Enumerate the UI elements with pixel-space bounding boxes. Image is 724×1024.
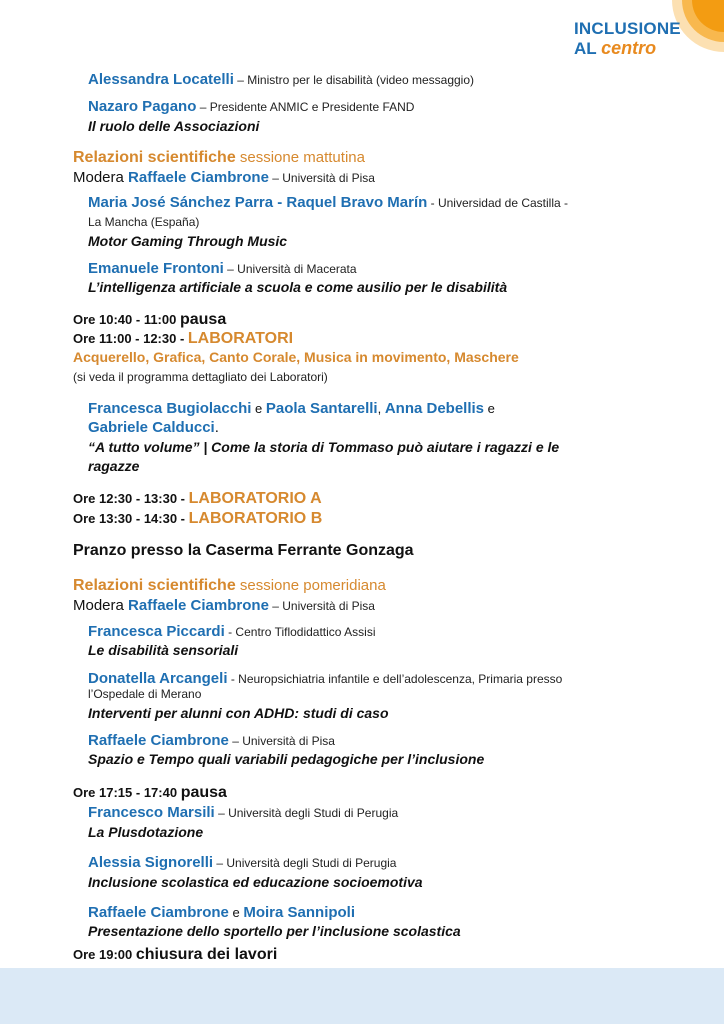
talk-title: Inclusione scolastica ed educazione socioemotiva [88, 874, 423, 890]
talk-title: Spazio e Tempo quali variabili pedagogiche per l’inclusione [88, 751, 485, 767]
pause-afternoon [73, 784, 227, 802]
lab-b-label: LABORATORIO B [188, 510, 323, 527]
speaker-name: Francesco Marsili [88, 804, 215, 821]
speaker-name: Francesca Piccardi [88, 623, 225, 640]
speaker-affil-cont: La Mancha (España) [88, 215, 200, 229]
time: Ore 11:00 - 12:30 - [73, 331, 188, 346]
speaker-role: – Ministro per le disabilità (video messaggio) [233, 73, 475, 87]
speaker-marsili [88, 804, 398, 821]
moderator-afternoon [73, 597, 375, 614]
conj: e [228, 905, 244, 920]
moderator-prefix: Modera [73, 169, 129, 186]
talk-title: L’intelligenza artificiale a scuola e come ausilio per le disabilità [88, 279, 508, 295]
logo-al: AL [574, 39, 597, 58]
time: Ore 19:00 [73, 947, 136, 962]
speaker-affil: – Università degli Studi di Perugia [213, 856, 397, 870]
speaker-ciambrone [88, 732, 335, 749]
speaker-name: Raffaele Ciambrone [88, 904, 229, 921]
lunch: Pranzo presso la Caserma Ferrante Gonzaga [73, 542, 414, 559]
speaker-affil: - Neuropsichiatria infantile e dell’adolescenza, Primaria presso [227, 672, 563, 686]
speaker-affil: - Universidad de Castilla - [427, 196, 569, 210]
session-heading: Relazioni scientifiche [73, 149, 236, 166]
closing-label: chiusura dei lavori [135, 946, 278, 963]
speaker-name: Paola Santarelli [265, 400, 378, 417]
moderator-morning [73, 169, 375, 186]
talk-title: Interventi per alunni con ADHD: studi di caso [88, 705, 389, 721]
speaker-name: Francesca Bugiolacchi [88, 400, 252, 417]
speaker-name: Gabriele Calducci [88, 419, 215, 436]
closing [73, 946, 277, 964]
time: Ore 10:40 - 11:00 [73, 312, 180, 327]
lab-talk-speakers-cont [88, 419, 219, 436]
lab-b-slot [73, 510, 322, 528]
moderator-name: Raffaele Ciambrone [128, 597, 269, 614]
speaker-name: Maria José Sánchez Parra - Raquel Bravo Marín [88, 194, 428, 211]
logo-centro: centro [601, 38, 657, 58]
speaker-role: – Presidente ANMIC e Presidente FAND [196, 100, 415, 114]
session-heading: Relazioni scientifiche [73, 577, 236, 594]
labs-label: LABORATORI [187, 330, 294, 347]
speaker-frontoni [88, 260, 357, 277]
speaker-affil: – Università di Macerata [223, 262, 357, 276]
lab-a-label: LABORATORIO A [188, 490, 322, 507]
moderator-prefix: Modera [73, 597, 129, 614]
speaker-piccardi [88, 623, 376, 640]
labs-note: (si veda il programma dettagliato dei Laboratori) [73, 370, 328, 384]
talk-title: “A tutto volume” | Come la storia di Tommaso può aiutare i ragazzi e le [88, 439, 560, 455]
speaker-locatelli [88, 71, 474, 88]
session-heading-afternoon [73, 577, 386, 595]
speaker-sanchez-bravo [88, 194, 568, 211]
lab-a-slot [73, 490, 322, 508]
punct: . [214, 419, 219, 436]
moderator-affil: – Università di Pisa [268, 599, 375, 613]
speaker-name: Moira Sannipoli [243, 904, 356, 921]
footer-band [0, 968, 724, 1024]
speaker-affil: – Università di Pisa [228, 734, 335, 748]
lab-talk-speakers [88, 400, 495, 417]
speaker-affil-cont: l’Ospedale di Merano [88, 687, 202, 701]
speaker-name: Donatella Arcangeli [88, 670, 228, 687]
speaker-name: Nazaro Pagano [88, 98, 197, 115]
moderator-affil: – Università di Pisa [268, 171, 375, 185]
conj: e [484, 401, 495, 416]
speaker-name: Alessia Signorelli [88, 854, 214, 871]
conj: e [251, 401, 266, 416]
speaker-arcangeli [88, 670, 562, 687]
speaker-name: Anna Debellis [384, 400, 485, 417]
talk-title-cont: ragazze [88, 458, 140, 474]
speaker-name: Emanuele Frontoni [88, 260, 224, 277]
talk-title: Il ruolo delle Associazioni [88, 118, 260, 134]
talk-title: La Plusdotazione [88, 824, 204, 840]
session-subheading: sessione pomeridiana [235, 577, 386, 594]
time: Ore 12:30 - 13:30 - [73, 491, 189, 506]
pause-label: pausa [180, 784, 227, 801]
logo-line1: INCLUSIONE [574, 19, 681, 38]
talk-title: Presentazione dello sportello per l’inclusione scolastica [88, 923, 461, 939]
labs-slot [73, 330, 293, 348]
speaker-affil: - Centro Tiflodidattico Assisi [224, 625, 376, 639]
labs-list: Acquerello, Grafica, Canto Corale, Musica in movimento, Maschere [73, 349, 519, 365]
speaker-name: Alessandra Locatelli [88, 71, 234, 88]
talk-title: Le disabilità sensoriali [88, 642, 239, 658]
final-talk-speakers [88, 904, 355, 921]
session-subheading: sessione mattutina [235, 149, 365, 166]
logo-line2 [574, 38, 656, 59]
speaker-signorelli [88, 854, 396, 871]
speaker-affil: – Università degli Studi di Perugia [214, 806, 399, 820]
conj: , [377, 401, 385, 416]
speaker-name: Raffaele Ciambrone [88, 732, 229, 749]
time: Ore 17:15 - 17:40 [73, 785, 181, 800]
pause-morning [73, 311, 226, 329]
talk-title: Motor Gaming Through Music [88, 233, 288, 249]
moderator-name: Raffaele Ciambrone [128, 169, 269, 186]
session-heading-morning [73, 149, 365, 167]
pause-label: pausa [179, 311, 227, 328]
time: Ore 13:30 - 14:30 - [73, 511, 189, 526]
speaker-pagano [88, 98, 414, 115]
